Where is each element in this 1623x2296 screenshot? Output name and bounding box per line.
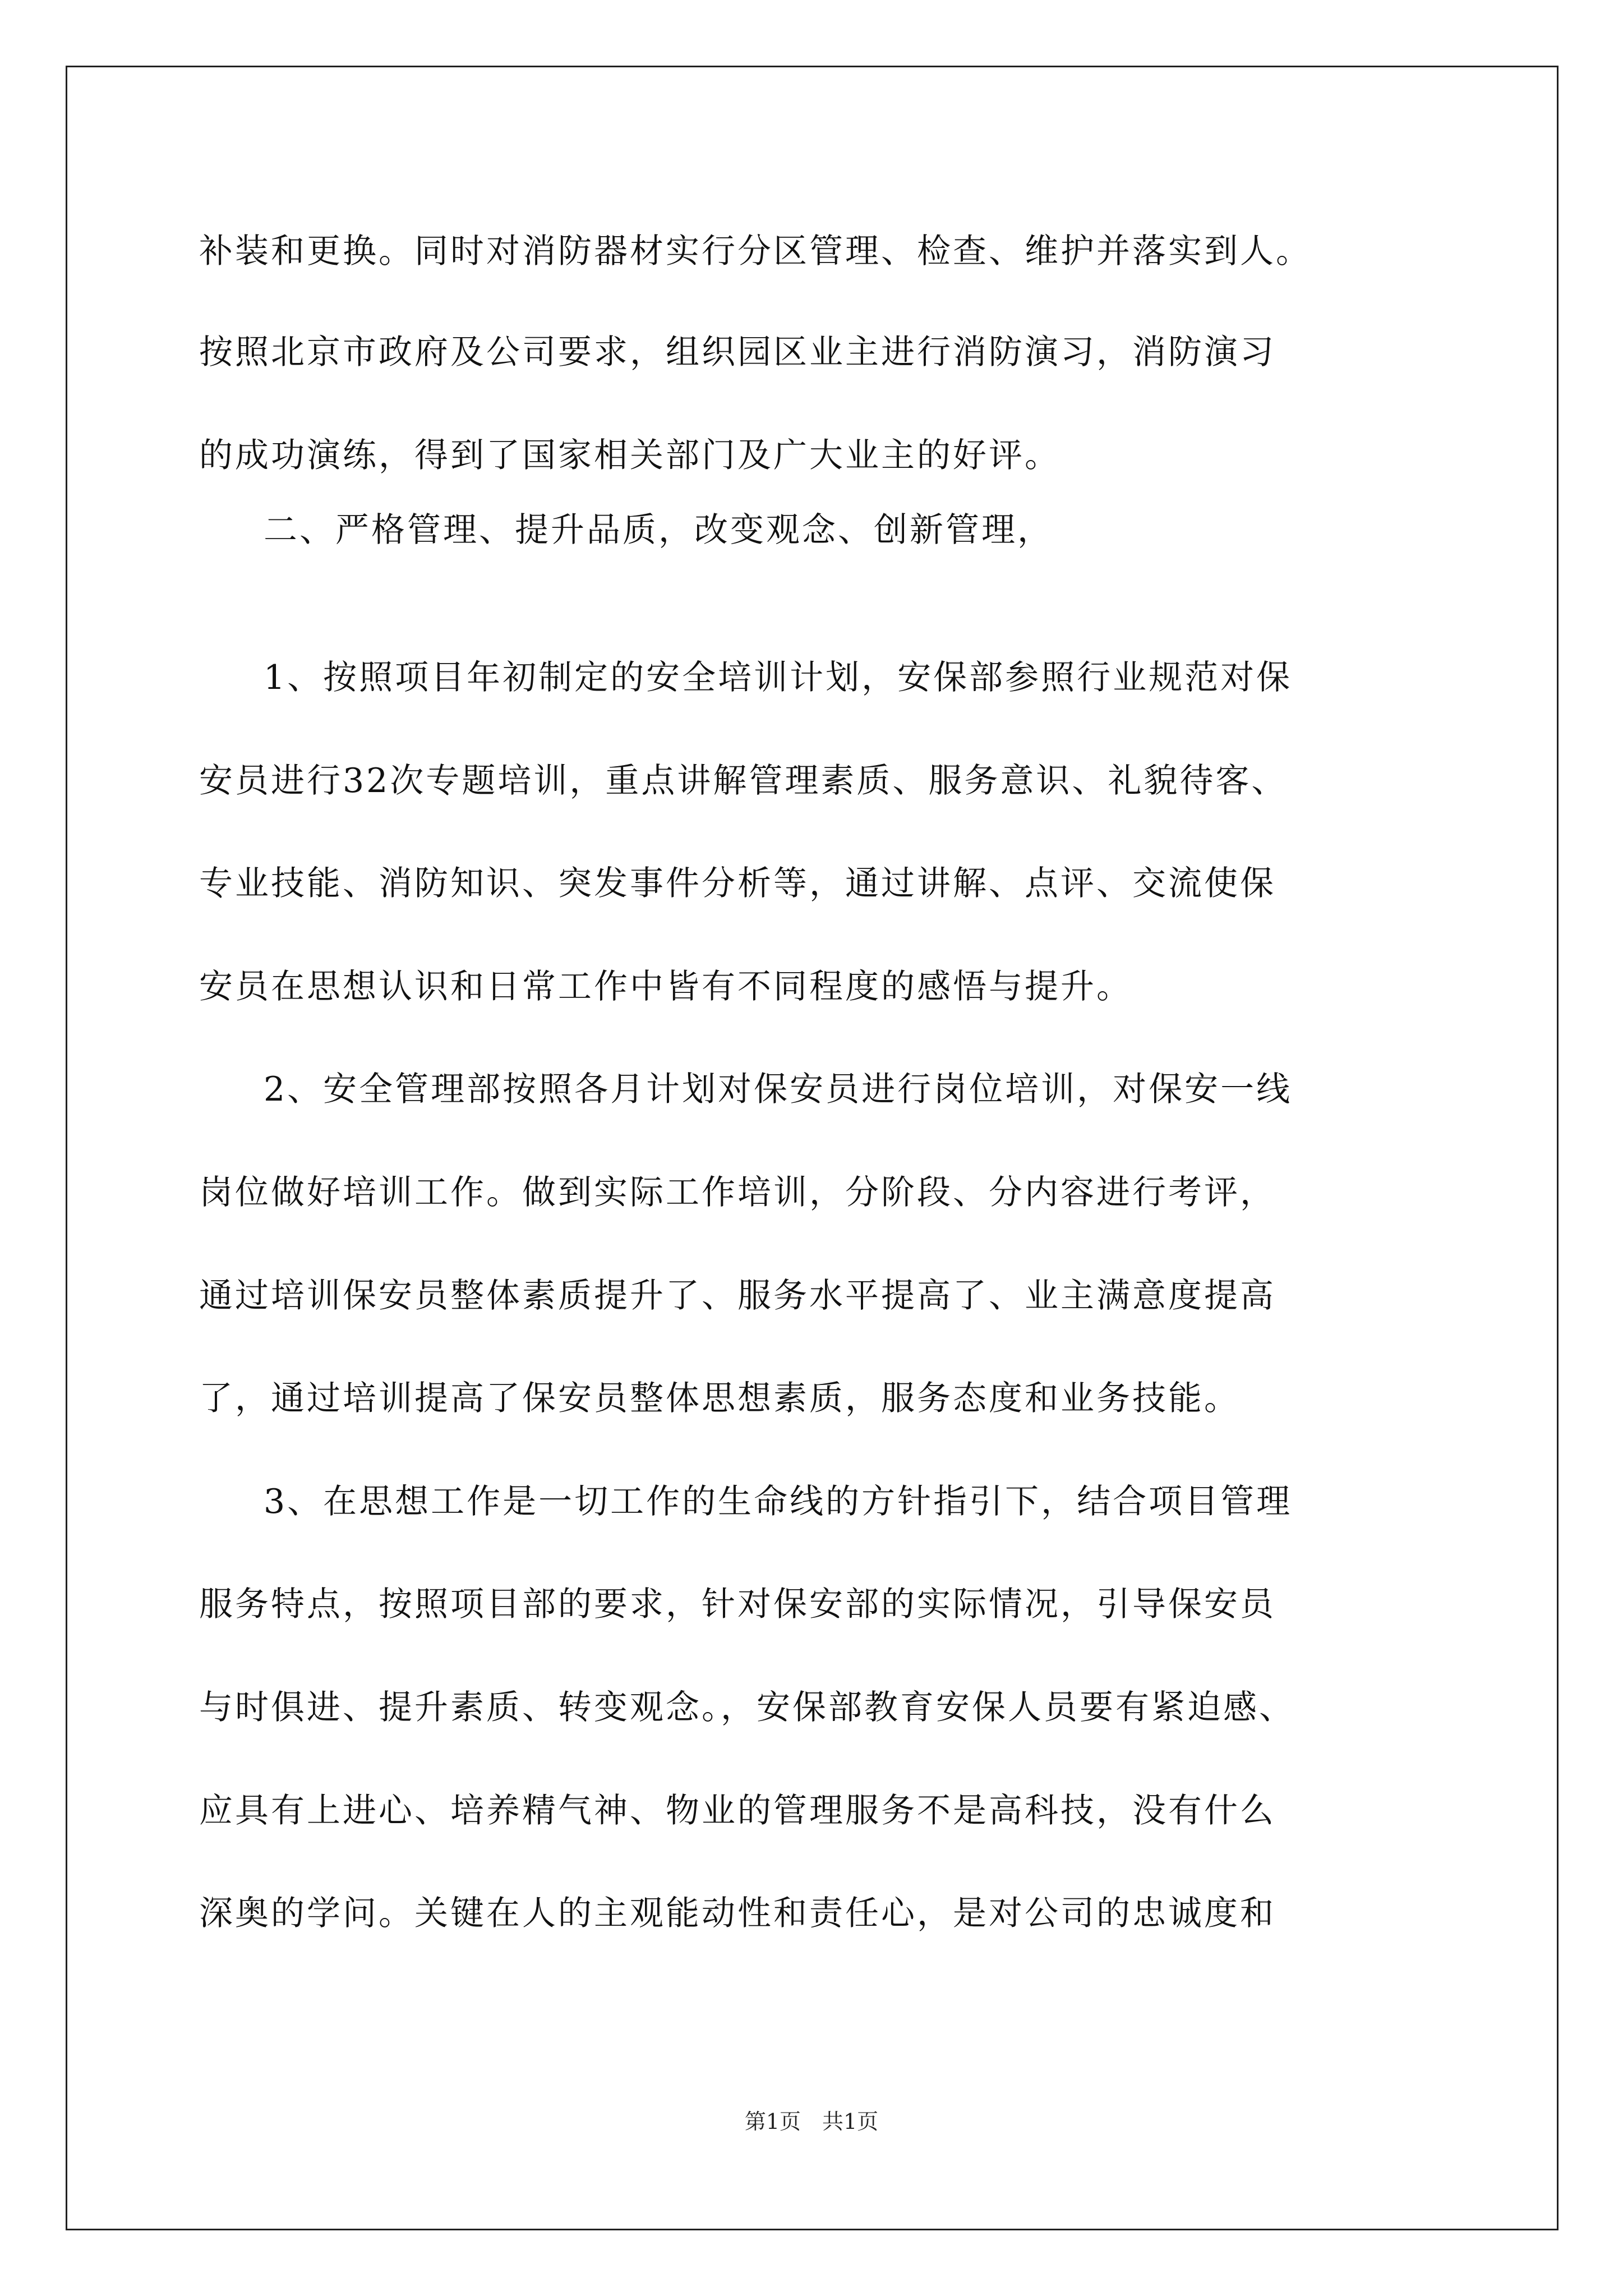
body-line-6: 安员进行32次专题培训，重点讲解管理素质、服务意识、礼貌待客、	[199, 761, 1288, 800]
body-line-8: 安员在思想认识和日常工作中皆有不同程度的感悟与提升。	[199, 967, 1132, 1006]
body-line-3: 的成功演练，得到了国家相关部门及广大业主的好评。	[199, 436, 1061, 475]
page-number-footer: 第1页 共1页	[744, 2109, 879, 2134]
body-line-10: 岗位做好培训工作。做到实际工作培训，分阶段、分内容进行考评，	[199, 1173, 1276, 1212]
body-line-16: 应具有上进心、培养精气神、物业的管理服务不是高科技，没有什么	[199, 1791, 1276, 1830]
body-line-14: 服务特点，按照项目部的要求，针对保安部的实际情况，引导保安员	[199, 1585, 1276, 1624]
body-line-2: 按照北京市政府及公司要求，组织园区业主进行消防演习，消防演习	[199, 333, 1276, 372]
body-line-7: 专业技能、消防知识、突发事件分析等，通过讲解、点评、交流使保	[199, 864, 1276, 903]
body-line-13: 3、在思想工作是一切工作的生命线的方针指引下，结合项目管理	[264, 1482, 1293, 1521]
body-line-1: 补装和更换。同时对消防器材实行分区管理、检查、维护并落实到人。	[199, 232, 1312, 271]
body-line-9: 2、安全管理部按照各月计划对保安员进行岗位培训，对保安一线	[264, 1070, 1293, 1109]
body-line-17: 深奥的学问。关键在人的主观能动性和责任心，是对公司的忠诚度和	[199, 1894, 1276, 1933]
section-heading-2: 二、严格管理、提升品质，改变观念、创新管理，	[264, 510, 1053, 550]
body-line-12: 了，通过培训提高了保安员整体思想素质，服务态度和业务技能。	[199, 1379, 1240, 1418]
body-line-15: 与时俱进、提升素质、转变观念。，安保部教育安保人员要有紧迫感、	[199, 1688, 1295, 1727]
body-line-5: 1、按照项目年初制定的安全培训计划，安保部参照行业规范对保	[264, 658, 1293, 697]
body-line-11: 通过培训保安员整体素质提升了、服务水平提高了、业主满意度提高	[199, 1276, 1276, 1315]
